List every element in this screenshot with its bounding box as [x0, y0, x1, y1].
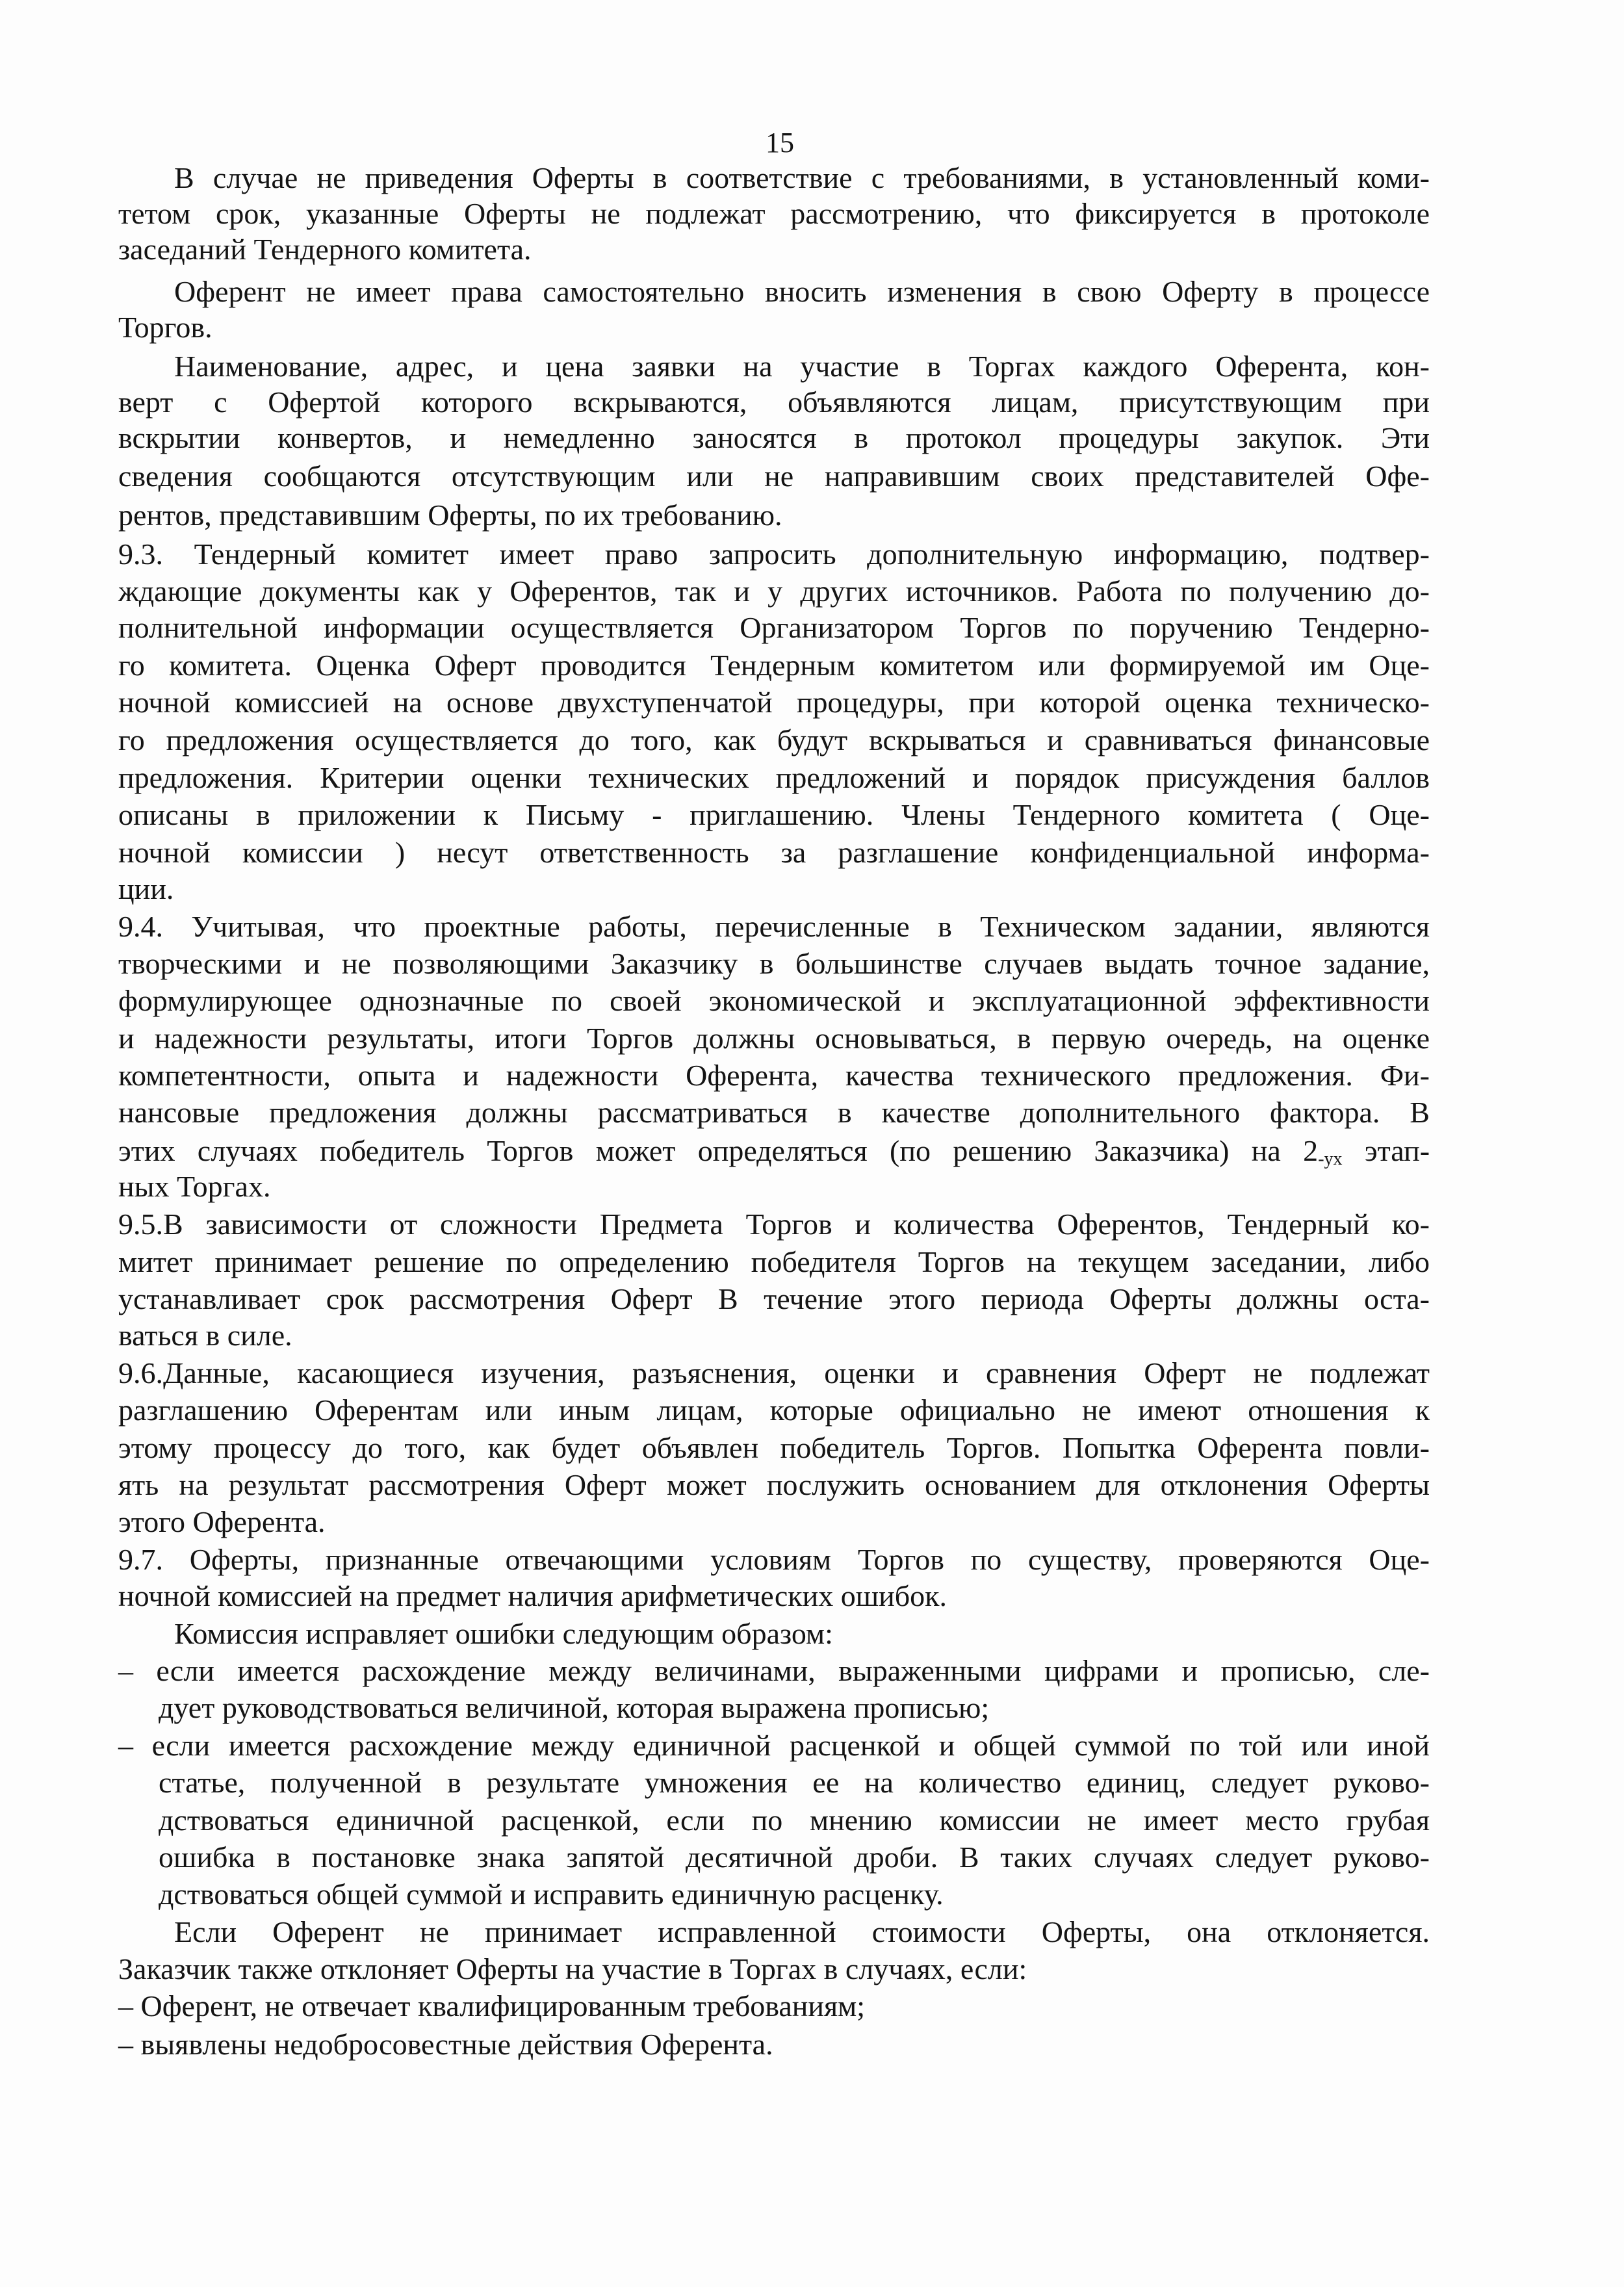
text-line: ночной комиссии ) несут ответственность за разглашение конфиденциальной информа- [118, 836, 1430, 869]
text-line: и надежности результаты, итоги Торгов должны основываться, в первую очередь, на оценке [118, 1022, 1430, 1055]
text-line: полнительной информации осуществляется Организатором Торгов по поручению Тендерно- [118, 611, 1430, 644]
text-line: заседаний Тендерного комитета. [118, 233, 532, 266]
text-line: – если имеется расхождение между величинами, выраженными цифрами и прописью, сле- [118, 1654, 1430, 1687]
text-line: верт с Офертой которого вскрываются, объявляются лицам, присутствующим при [118, 385, 1430, 419]
text-line: В случае не приведения Оферты в соответствие с требованиями, в установленный коми- [174, 161, 1430, 194]
text-line: ночной комиссией на основе двухступенчатой процедуры, при которой оценка техническо- [118, 686, 1430, 719]
text-line: – Оферент, не отвечает квалифицированным требованиям; [118, 1989, 866, 2022]
text-line: предложения. Критерии оценки технических предложений и порядок присуждения баллов [118, 761, 1430, 794]
text-line: ждающие документы как у Оферентов, так и у других источников. Работа по получению до- [118, 575, 1430, 608]
text-line: – если имеется расхождение между единичной расценкой и общей суммой по той или иной [118, 1729, 1430, 1762]
text-line: го предложения осуществляется до того, как будут вскрываться и сравниваться финансовые [118, 723, 1430, 756]
text-line: ных Торгах. [118, 1170, 271, 1203]
text-line: компетентности, опыта и надежности Оферента, качества технического предложения. Фи- [118, 1059, 1430, 1092]
text-line: Заказчик также отклоняет Оферты на участие в Торгах в случаях, если: [118, 1952, 1027, 1985]
text-line: 9.3. Тендерный комитет имеет право запросить дополнительную информацию, подтвер- [118, 537, 1430, 571]
text-line: дствоваться общей суммой и исправить единичную расценку. [159, 1878, 944, 1911]
text-line: Если Оферент не принимает исправленной стоимости Оферты, она отклоняется. [174, 1915, 1430, 1948]
text-line: ять на результат рассмотрения Оферт может послужить основанием для отклонения Оферты [118, 1468, 1430, 1501]
text-line: нансовые предложения должны рассматриваться в качестве дополнительного фактора. В [118, 1096, 1430, 1129]
text-line: 9.6.Данные, касающиеся изучения, разъяснения, оценки и сравнения Оферт не подлежат [118, 1356, 1430, 1389]
text-line: митет принимает решение по определению победителя Торгов на текущем заседании, либо [118, 1245, 1430, 1278]
text-line: го комитета. Оценка Оферт проводится Тендерным комитетом или формируемой им Оце- [118, 649, 1430, 682]
text-line: ошибка в постановке знака запятой десятичной дроби. В таких случаях следует руково- [159, 1841, 1430, 1874]
text-line: Комиссия исправляет ошибки следующим образом: [174, 1617, 833, 1650]
text-line: сведения сообщаются отсутствующим или не направившим своих представителей Офе- [118, 459, 1430, 493]
text-line: дствоваться единичной расценкой, если по мнению комиссии не имеет место грубая [159, 1803, 1430, 1837]
text-line: этих случаях победитель Торгов может определяться (по решению Заказчика) на $2_{-ух}$ этап- [118, 1134, 1430, 1169]
text-line: творческими и не позволяющими Заказчику в большинстве случаев выдать точное задание, [118, 947, 1430, 980]
text-line: устанавливает срок рассмотрения Оферт В течение этого периода Оферты должны оста- [118, 1282, 1430, 1315]
text-line: Наименование, адрес, и цена заявки на участие в Торгах каждого Оферента, кон- [174, 350, 1430, 383]
text-line: вскрытии конвертов, и немедленно заносятся в протокол процедуры закупок. Эти [118, 421, 1430, 454]
text-line: этого Оферента. [118, 1505, 326, 1538]
text-line: этому процессу до того, как будет объявлен победитель Торгов. Попытка Оферента повли- [118, 1431, 1430, 1464]
text-line: ночной комиссией на предмет наличия арифметических ошибок. [118, 1579, 947, 1612]
text-line: описаны в приложении к Письму - приглашению. Члены Тендерного комитета ( Оце- [118, 798, 1430, 831]
page-number: 15 [766, 127, 794, 159]
text-line: разглашению Оферентам или иным лицам, которые официально не имеют отношения к [118, 1393, 1430, 1427]
text-line: статье, полученной в результате умножения ее на количество единиц, следует руково- [159, 1766, 1430, 1799]
text-line: ваться в силе. [118, 1319, 292, 1352]
text-line: – выявлены недобросовестные действия Оферента. [118, 2028, 773, 2061]
text-line: рентов, представившим Оферты, по их требованию. [118, 498, 782, 532]
text-line: дует руководствоваться величиной, которая выражена прописью; [159, 1691, 990, 1724]
text-line: Торгов. [118, 311, 213, 344]
text-line: ции. [118, 872, 174, 905]
text-line: формулирующее однозначные по своей экономической и эксплуатационной эффективности [118, 984, 1430, 1017]
text-line: тетом срок, указанные Оферты не подлежат рассмотрению, что фиксируется в протоколе [118, 197, 1430, 230]
text-line: 9.5.В зависимости от сложности Предмета Торгов и количества Оферентов, Тендерный ко- [118, 1208, 1430, 1241]
text-line: Оферент не имеет права самостоятельно вносить изменения в свою Оферту в процессе [174, 275, 1430, 308]
text-line: 9.4. Учитывая, что проектные работы, перечисленные в Техническом задании, являются [118, 910, 1430, 943]
text-line: 9.7. Оферты, признанные отвечающими условиям Торгов по существу, проверяются Оце- [118, 1543, 1430, 1576]
